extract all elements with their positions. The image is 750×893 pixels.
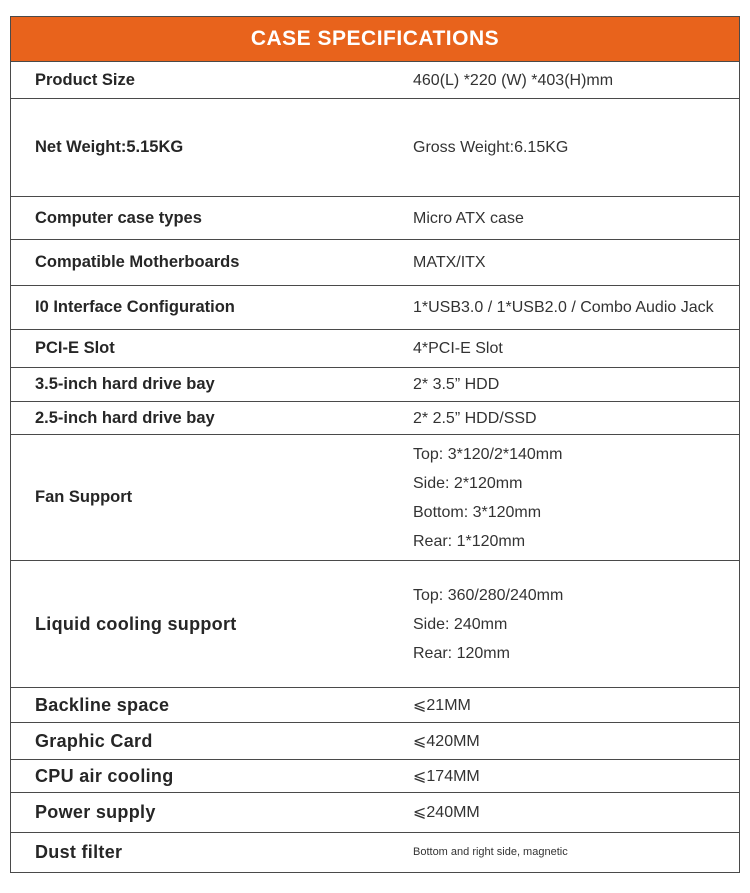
spec-label: Backline space (35, 694, 170, 715)
spec-row-weight (11, 99, 739, 197)
spec-value-line: Side: 2*120mm (413, 474, 523, 492)
spec-row-liquid-cooling (11, 561, 739, 688)
spec-value (413, 688, 471, 722)
spec-value-line: 4*PCI-E Slot (413, 340, 503, 357)
table-header: CASE SPECIFICATIONS (11, 17, 739, 62)
spec-label: 2.5-inch hard drive bay (35, 408, 215, 427)
spec-label: Product Size (35, 70, 135, 89)
spec-row-motherboards (11, 240, 739, 286)
spec-value-line: 2* 2.5” HDD/SSD (413, 409, 537, 427)
spec-value-line: MATX/ITX (413, 254, 486, 271)
spec-label: Compatible Motherboards (35, 253, 240, 271)
spec-value (413, 330, 503, 367)
spec-label: Power supply (35, 802, 156, 822)
spec-row-backline (11, 688, 739, 723)
spec-value (413, 368, 499, 401)
spec-label: PCI-E Slot (35, 339, 115, 357)
spec-value-line: ⩽21MM (413, 696, 471, 714)
spec-value-line: Rear: 120mm (413, 644, 510, 662)
spec-row-cpu-cooling (11, 760, 739, 793)
spec-value-line: Bottom and right side, magnetic (413, 845, 568, 858)
spec-row-35-bay (11, 368, 739, 402)
spec-label: Fan Support (35, 488, 133, 506)
spec-value-line: Top: 360/280/240mm (413, 586, 564, 604)
spec-row-25-bay (11, 402, 739, 435)
spec-label: Computer case types (35, 208, 202, 227)
spec-value (413, 793, 480, 832)
spec-label: Dust filter (35, 841, 123, 862)
spec-row-dust-filter (11, 833, 739, 871)
spec-value-line: ⩽240MM (413, 804, 480, 821)
spec-value-line: Top: 3*120/2*140mm (413, 445, 563, 463)
spec-value (413, 286, 714, 329)
spec-value (413, 561, 563, 687)
spec-label: CPU air cooling (35, 765, 174, 786)
spec-value-line: Side: 240mm (413, 615, 508, 633)
spec-value-line: Micro ATX case (413, 209, 524, 227)
spec-row-pcie (11, 330, 739, 368)
spec-label: Liquid cooling support (35, 613, 237, 634)
spec-value (413, 240, 486, 285)
spec-row-power-supply (11, 793, 739, 833)
spec-value (413, 197, 524, 239)
spec-label: Graphic Card (35, 730, 153, 751)
spec-value (413, 723, 480, 759)
spec-value-line: ⩽420MM (413, 732, 480, 750)
spec-label: 3.5-inch hard drive bay (35, 375, 215, 393)
spec-label: Net Weight:5.15KG (35, 138, 184, 156)
spec-label: I0 Interface Configuration (35, 298, 235, 316)
spec-value (413, 402, 537, 434)
spec-value-line: Bottom: 3*120mm (413, 503, 542, 521)
spec-value (413, 62, 613, 98)
spec-value-line: Rear: 1*120mm (413, 532, 526, 550)
spec-row-io (11, 286, 739, 330)
spec-value (413, 833, 568, 871)
spec-value-line: ⩽174MM (413, 767, 480, 785)
spec-value (413, 760, 480, 792)
spec-value (413, 435, 562, 560)
spec-row-graphic-card (11, 723, 739, 760)
spec-row-fan-support (11, 435, 739, 561)
spec-value-line: 460(L) *220 (W) *403(H)mm (413, 71, 614, 89)
spec-value-line: Gross Weight:6.15KG (413, 139, 569, 156)
specifications-table (10, 16, 740, 873)
spec-value-line: 2* 3.5” HDD (413, 376, 500, 393)
spec-value (413, 99, 568, 196)
spec-row-case-type (11, 197, 739, 240)
spec-value-line: 1*USB3.0 / 1*USB2.0 / Combo Audio Jack (413, 299, 714, 316)
spec-row-product-size (11, 62, 739, 99)
